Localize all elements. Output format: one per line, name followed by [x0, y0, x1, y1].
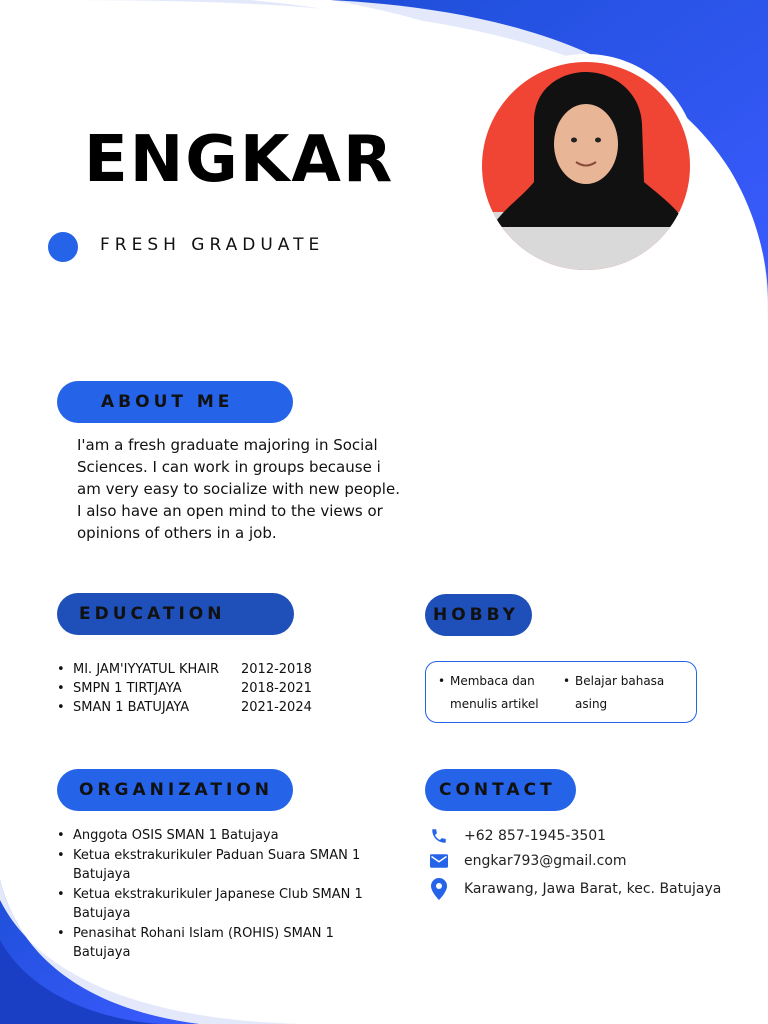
about-heading-label: ABOUT ME — [101, 392, 234, 412]
contact-email[interactable]: engkar793@gmail.com — [464, 853, 627, 869]
organization-heading — [57, 769, 293, 811]
hobby-item: • Membaca dan menulis artikel — [436, 670, 561, 714]
organization-list — [57, 826, 387, 963]
list-item — [57, 679, 337, 698]
phone-icon — [428, 825, 450, 847]
education-heading — [57, 593, 294, 635]
school-name: • SMAN 1 BATUJAYA — [73, 700, 190, 715]
mail-icon — [428, 850, 450, 872]
list-item — [57, 660, 337, 679]
contact-email-row — [428, 850, 627, 872]
hobby-heading — [425, 594, 532, 636]
school-years: 2021-2024 — [241, 700, 312, 715]
hobby-heading-label: HOBBY — [433, 605, 519, 625]
contact-phone-row — [428, 825, 606, 847]
school-years: 2018-2021 — [241, 681, 312, 696]
candidate-name: ENGKAR — [84, 123, 395, 197]
education-list — [57, 660, 337, 717]
about-text: I'am a fresh graduate majoring in Social Sciences. I can work in groups because i am very easy to socialize with new people. I also have an open mind to the views or opinions of others in a job. — [77, 436, 400, 542]
organization-heading-label: ORGANIZATION — [79, 780, 273, 800]
profile-photo — [474, 54, 698, 278]
school-name: • MI. JAM'IYYATUL KHAIR — [73, 662, 220, 677]
list-item: • Ketua ekstrakurikuler Paduan Suara SMAN 1 Batujaya — [57, 846, 387, 885]
contact-phone[interactable]: +62 857-1945-3501 — [464, 828, 607, 844]
contact-heading-label: CONTACT — [439, 780, 556, 800]
about-heading — [57, 381, 293, 423]
school-years: 2012-2018 — [241, 662, 312, 677]
contact-address-row — [428, 878, 721, 900]
list-item — [57, 698, 337, 717]
list-item: • Penasihat Rohani Islam (ROHIS) SMAN 1 Batujaya — [57, 924, 387, 963]
list-item: • Anggota OSIS SMAN 1 Batujaya — [57, 826, 387, 846]
contact-address: Karawang, Jawa Barat, kec. Batujaya — [464, 881, 722, 897]
accent-dot — [48, 232, 78, 262]
school-name: • SMPN 1 TIRTJAYA — [73, 681, 182, 696]
location-pin-icon — [428, 878, 450, 900]
contact-heading — [425, 769, 576, 811]
hobby-item: • Belajar bahasa asing — [561, 670, 686, 714]
candidate-title: FRESH GRADUATE — [100, 235, 325, 255]
hobby-box — [425, 661, 697, 723]
list-item: • Ketua ekstrakurikuler Japanese Club SMAN 1 Batujaya — [57, 885, 387, 924]
education-heading-label: EDUCATION — [79, 604, 226, 624]
